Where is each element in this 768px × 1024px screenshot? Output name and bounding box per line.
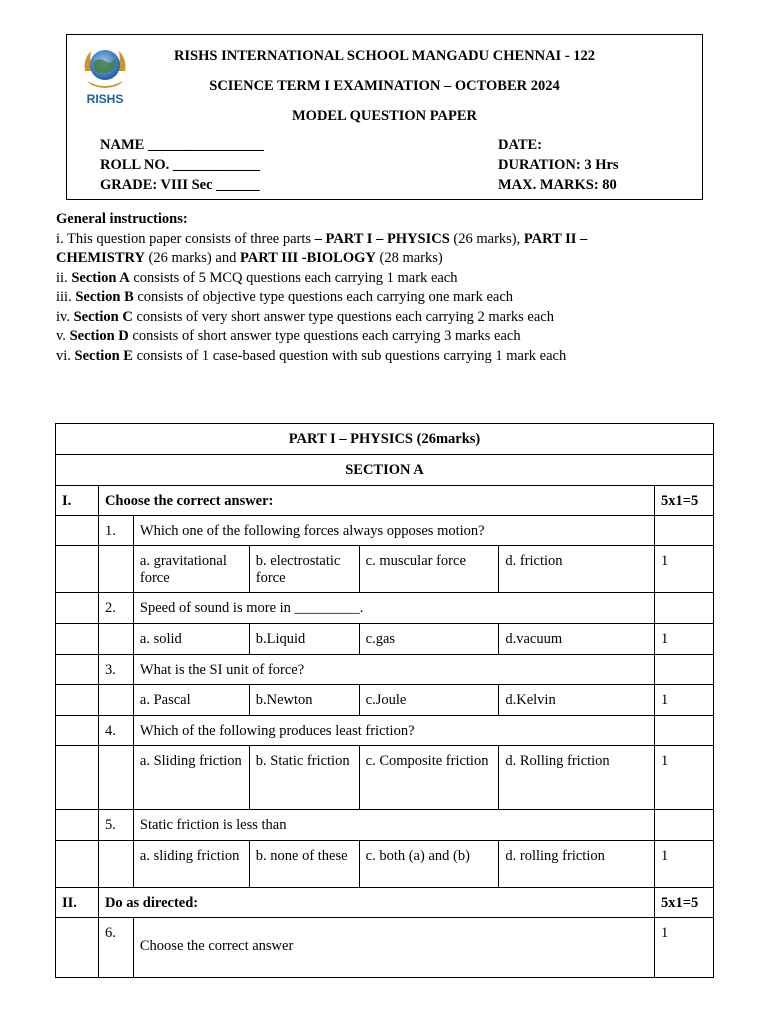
exam-title: SCIENCE TERM I EXAMINATION – OCTOBER 2024 bbox=[209, 78, 560, 94]
question-text: Which one of the following forces always opposes motion? bbox=[133, 516, 654, 546]
section-title: SECTION A bbox=[56, 455, 714, 486]
option-a: a. Sliding friction bbox=[133, 746, 249, 810]
instructions-title: General instructions: bbox=[56, 211, 188, 227]
options-row bbox=[56, 841, 714, 888]
option-b: b. none of these bbox=[249, 841, 359, 888]
question-row bbox=[56, 516, 714, 546]
group-number: I. bbox=[56, 486, 99, 516]
roll-field-label: ROLL NO. ____________ bbox=[100, 157, 260, 173]
school-name: RISHS INTERNATIONAL SCHOOL MANGADU CHENNAI - 122 bbox=[173, 48, 596, 64]
group-title: Do as directed: bbox=[98, 888, 654, 918]
question-mark: 1 bbox=[655, 746, 714, 810]
option-a: a. solid bbox=[133, 624, 249, 655]
question-number: 5. bbox=[98, 810, 133, 841]
question-number: 1. bbox=[98, 516, 133, 546]
option-c: c. both (a) and (b) bbox=[359, 841, 499, 888]
options-row bbox=[56, 746, 714, 810]
options-row bbox=[56, 685, 714, 716]
part-title: PART I – PHYSICS (26marks) bbox=[56, 424, 714, 455]
option-b: b.Newton bbox=[249, 685, 359, 716]
question-text: Which of the following produces least friction? bbox=[133, 716, 654, 746]
question-table bbox=[55, 423, 714, 978]
duration-label: DURATION: 3 Hrs bbox=[498, 157, 619, 173]
group-marks: 5x1=5 bbox=[655, 888, 714, 918]
instruction-line-3: ii. Section A consists of 5 MCQ questions each carrying 1 mark each bbox=[56, 269, 458, 286]
instruction-line-2: CHEMISTRY (26 marks) and PART III -BIOLOGY (28 marks) bbox=[56, 250, 443, 266]
instruction-line-6: v. Section D consists of short answer type questions each carrying 3 marks each bbox=[56, 328, 521, 344]
option-d: d. Rolling friction bbox=[499, 746, 655, 810]
general-instructions bbox=[56, 210, 736, 366]
option-a: a. gravitational force bbox=[133, 546, 249, 593]
question-mark: 1 bbox=[655, 918, 714, 978]
option-d: d. rolling friction bbox=[499, 841, 655, 888]
question-text: What is the SI unit of force? bbox=[133, 655, 654, 685]
question-mark: 1 bbox=[655, 624, 714, 655]
instruction-line-1: i. This question paper consists of three parts – PART I – PHYSICS (26 marks), PART II – bbox=[56, 230, 588, 247]
option-a: a. Pascal bbox=[133, 685, 249, 716]
instruction-line-5: iv. Section C consists of very short answer type questions each carrying 2 marks each bbox=[56, 308, 554, 325]
instruction-line-7: vi. Section E consists of 1 case-based question with sub questions carrying 1 mark each bbox=[56, 347, 567, 364]
max-marks-label: MAX. MARKS: 80 bbox=[498, 177, 617, 193]
name-field-label: NAME ________________ bbox=[100, 137, 264, 153]
logo-text: RISHS bbox=[86, 92, 124, 106]
question-mark: 1 bbox=[655, 685, 714, 716]
group-marks: 5x1=5 bbox=[655, 486, 714, 516]
group-row bbox=[56, 888, 714, 918]
question-text: Speed of sound is more in _________. bbox=[133, 593, 654, 624]
option-b: b.Liquid bbox=[249, 624, 359, 655]
question-text: Choose the correct answer bbox=[133, 918, 654, 978]
option-c: c.Joule bbox=[359, 685, 499, 716]
question-number: 4. bbox=[98, 716, 133, 746]
group-number: II. bbox=[56, 888, 99, 918]
question-number: 2. bbox=[98, 593, 133, 624]
group-title: Choose the correct answer: bbox=[98, 486, 654, 516]
question-row bbox=[56, 918, 714, 978]
option-d: d.Kelvin bbox=[499, 685, 655, 716]
option-b: b. Static friction bbox=[249, 746, 359, 810]
question-row bbox=[56, 655, 714, 685]
instruction-line-4: iii. Section B consists of objective type questions each carrying one mark each bbox=[56, 289, 514, 305]
group-row bbox=[56, 486, 714, 516]
option-c: c. muscular force bbox=[359, 546, 499, 593]
option-c: c. Composite friction bbox=[359, 746, 499, 810]
exam-header bbox=[66, 34, 703, 200]
paper-title: MODEL QUESTION PAPER bbox=[291, 108, 478, 124]
option-d: d.vacuum bbox=[499, 624, 655, 655]
date-label: DATE: bbox=[498, 137, 543, 153]
option-a: a. sliding friction bbox=[133, 841, 249, 888]
question-mark: 1 bbox=[655, 841, 714, 888]
options-row bbox=[56, 624, 714, 655]
question-row bbox=[56, 593, 714, 624]
part-title-row bbox=[56, 424, 714, 455]
question-number: 3. bbox=[98, 655, 133, 685]
option-b: b. electrostatic force bbox=[249, 546, 359, 593]
option-d: d. friction bbox=[499, 546, 655, 593]
option-c: c.gas bbox=[359, 624, 499, 655]
question-number: 6. bbox=[98, 918, 133, 978]
grade-field-label: GRADE: VIII Sec ______ bbox=[100, 177, 260, 193]
section-title-row bbox=[56, 455, 714, 486]
question-row bbox=[56, 810, 714, 841]
options-row bbox=[56, 546, 714, 593]
question-mark: 1 bbox=[655, 546, 714, 593]
question-row bbox=[56, 716, 714, 746]
question-text: Static friction is less than bbox=[133, 810, 654, 841]
